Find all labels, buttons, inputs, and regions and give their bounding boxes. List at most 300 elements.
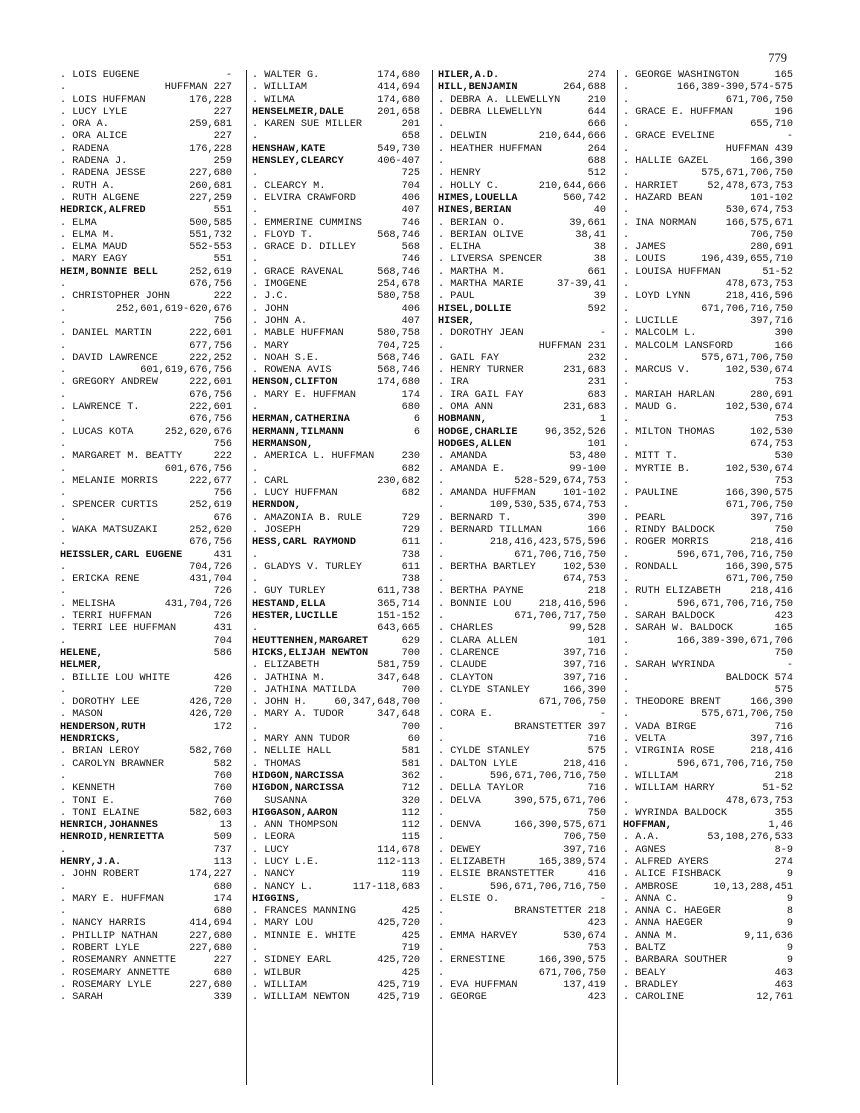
entry-name: .: [252, 131, 259, 143]
entry-pages: 680: [213, 881, 232, 893]
index-entry: [60, 377, 232, 389]
entry-pages: 704,725: [377, 340, 420, 352]
entry-name: . CAROLINE: [623, 992, 685, 1004]
entry-pages: 365,714: [377, 598, 420, 610]
entry-pages: 737: [213, 844, 232, 856]
index-entry: [60, 722, 232, 734]
entry-pages: 676,756: [189, 537, 232, 549]
index-entry: [60, 611, 232, 623]
entry-pages: 416: [587, 869, 606, 881]
entry-name: .: [438, 574, 445, 586]
entry-name: . AMANDA HUFFMAN: [438, 488, 536, 500]
entry-name: . JOHN: [252, 303, 289, 315]
entry-pages: 112-113: [377, 857, 420, 868]
entry-name: HIGGINS,: [252, 893, 301, 905]
entry-pages: 725: [401, 168, 420, 180]
entry-name: . RUTH ELIZABETH: [623, 586, 721, 598]
index-entry: [623, 808, 793, 820]
index-entry: [438, 291, 606, 303]
entry-name: . NELLIE HALL: [252, 746, 332, 758]
index-entry: [252, 377, 420, 389]
index-entry: [623, 193, 793, 205]
entry-pages: 51-52: [762, 783, 793, 795]
entry-pages: 9: [786, 869, 793, 881]
index-entry: [623, 279, 793, 291]
entry-pages: 568,746: [377, 365, 420, 377]
entry-pages: 347,648: [377, 672, 420, 684]
entry-pages: 682: [401, 488, 420, 500]
entry-name: HENROID,HENRIETTA: [60, 832, 164, 844]
index-entry: [252, 832, 420, 844]
index-entry: [623, 562, 793, 574]
index-entry: [60, 451, 232, 463]
entry-pages: 196,439,655,710: [701, 254, 793, 266]
entry-pages: 166,390,575,671: [514, 820, 606, 832]
entry-name: . ELIZABETH: [252, 660, 320, 672]
entry-pages: 596,671,706,716,750: [676, 758, 793, 770]
entry-pages: 38: [593, 254, 606, 266]
index-entry: [438, 832, 606, 844]
index-entry: [60, 537, 232, 549]
entry-pages: 509: [213, 832, 232, 844]
index-entry: [438, 648, 606, 660]
entry-pages: 677,756: [189, 340, 232, 352]
index-entry: [623, 550, 793, 562]
index-entry: [623, 574, 793, 586]
index-entry: [60, 95, 232, 107]
index-entry: [623, 341, 793, 353]
entry-pages: 712: [401, 783, 420, 795]
index-entry: [252, 722, 420, 734]
entry-name: .: [60, 389, 67, 401]
index-entry: [60, 414, 232, 426]
index-entry: [252, 451, 420, 463]
entry-pages: 682: [401, 463, 420, 475]
index-entry: [623, 611, 793, 623]
entry-name: . CLAYTON: [438, 672, 494, 684]
entry-name: .: [252, 463, 259, 475]
entry-pages: 568,746: [377, 229, 420, 241]
index-entry: [438, 673, 606, 685]
entry-name: . MYRTIE B.: [623, 463, 691, 475]
entry-name: . JOHN H.: [252, 697, 308, 709]
entry-pages: 551,732: [189, 229, 232, 241]
index-entry: [252, 131, 420, 143]
entry-name: . MARY E. HUFFMAN: [252, 389, 356, 401]
entry-name: . NANCY: [252, 869, 295, 881]
index-entry: [60, 574, 232, 586]
entry-pages: 425: [401, 906, 420, 918]
entry-name: .: [438, 943, 445, 955]
index-entry: [252, 857, 420, 869]
index-entry: [60, 882, 232, 894]
entry-name: . WILLIAM: [252, 82, 308, 94]
entry-pages: 423: [587, 918, 606, 930]
index-entry: [252, 205, 420, 217]
entry-name: . GEORGE WASHINGTON: [623, 70, 740, 81]
index-entry: [438, 144, 606, 156]
entry-pages: 530: [774, 451, 793, 463]
entry-name: .: [252, 205, 259, 217]
entry-name: . ORA A.: [60, 119, 109, 131]
entry-name: . RONDALL: [623, 561, 679, 573]
entry-pages: 37-39,41: [557, 279, 606, 291]
index-entry: [438, 353, 606, 365]
entry-name: . DELLA TAYLOR: [438, 783, 524, 795]
index-entry: [252, 685, 420, 697]
index-entry: [438, 168, 606, 180]
entry-name: . ALFRED AYERS: [623, 857, 709, 868]
entry-pages: 716: [587, 783, 606, 795]
index-entry: [438, 341, 606, 353]
index-entry: [252, 550, 420, 562]
index-entry: [252, 254, 420, 266]
entry-name: . AGNES: [623, 844, 666, 856]
entry-name: .: [438, 549, 445, 561]
entry-pages: 174,680: [377, 94, 420, 106]
entry-name: . CAROLYN BRAWNER: [60, 758, 164, 770]
entry-name: . BERIAN O.: [438, 217, 506, 229]
entry-name: . CHARLES: [438, 623, 494, 635]
entry-pages: 165: [774, 623, 793, 635]
entry-name: .: [438, 156, 445, 168]
index-entry: [252, 673, 420, 685]
index-entry: [60, 709, 232, 721]
entry-pages: 704,726: [189, 561, 232, 573]
entry-name: . MARY LOU: [252, 918, 314, 930]
entry-name: .: [438, 500, 445, 512]
entry-pages: 137,419: [563, 979, 606, 991]
entry-name: . CLAUDE: [438, 660, 487, 672]
entry-pages: 222,677: [189, 475, 232, 487]
entry-pages: 658: [401, 131, 420, 143]
entry-name: HERMAN,CATHERINA: [252, 414, 350, 426]
entry-name: . DOROTHY JEAN: [438, 328, 524, 340]
index-entry: [252, 464, 420, 476]
entry-name: .: [60, 340, 67, 352]
index-entry: [438, 771, 606, 783]
entry-name: . ANNA C.: [623, 893, 679, 905]
entry-name: . GUY TURLEY: [252, 586, 326, 598]
entry-pages: -: [599, 328, 606, 340]
entry-pages: 259: [213, 156, 232, 168]
entry-name: .: [60, 414, 67, 426]
index-entry: [252, 955, 420, 967]
entry-pages: 102,530,674: [725, 365, 793, 377]
entry-pages: 112: [401, 807, 420, 819]
index-entry: [623, 980, 793, 992]
entry-pages: 227,680: [189, 943, 232, 955]
index-entry: [60, 845, 232, 857]
entry-name: .: [438, 832, 445, 844]
index-entry: [252, 808, 420, 820]
index-entry: [438, 992, 606, 1004]
entry-name: . GEORGE: [438, 992, 487, 1004]
entry-pages: 166: [587, 524, 606, 536]
index-entry: [60, 955, 232, 967]
index-entry: [438, 857, 606, 869]
index-entry: [60, 82, 232, 94]
entry-name: HENDRICKS,: [60, 734, 122, 746]
entry-name: HODGE,CHARLIE: [438, 426, 518, 438]
entry-name: . LUCAS KOTA: [60, 426, 134, 438]
index-entry: [252, 980, 420, 992]
index-entry: [438, 439, 606, 451]
index-entry: [60, 230, 232, 242]
entry-name: . DANIEL MARTIN: [60, 328, 152, 340]
entry-name: . IMOGENE: [252, 279, 308, 291]
entry-pages: 671,706,716,750: [701, 303, 793, 315]
index-entry: [60, 131, 232, 143]
index-entry: [60, 168, 232, 180]
entry-pages: 582,760: [189, 746, 232, 758]
entry-name: . CLARA ALLEN: [438, 635, 518, 647]
entry-pages: 231,683: [563, 365, 606, 377]
entry-name: . GAIL FAY: [438, 352, 500, 364]
index-entry: [252, 316, 420, 328]
index-entry: [252, 70, 420, 82]
entry-name: . AMANDA E.: [438, 463, 506, 475]
entry-pages: 362: [401, 770, 420, 782]
entry-pages: 756: [213, 438, 232, 450]
entry-name: .: [623, 94, 630, 106]
index-entry: [252, 660, 420, 672]
entry-pages: 1: [599, 414, 606, 426]
index-entry: [252, 279, 420, 291]
entry-name: . PAUL: [438, 291, 475, 303]
index-entry: [438, 427, 606, 439]
page-number: 779: [768, 51, 787, 65]
entry-name: .: [623, 143, 630, 155]
entry-name: . ROSEMARY ANNETTE: [60, 967, 171, 979]
index-entry: [438, 845, 606, 857]
entry-pages: 9: [786, 893, 793, 905]
entry-name: .: [623, 475, 630, 487]
entry-pages: 9,11,636: [744, 930, 793, 942]
entry-pages: 174,680: [377, 377, 420, 389]
entry-pages: 102,530,674: [725, 463, 793, 475]
entry-pages: 611: [401, 537, 420, 549]
entry-pages: 176,228: [189, 94, 232, 106]
entry-name: . LUCY LYLE: [60, 106, 128, 118]
entry-pages: 115: [401, 832, 420, 844]
entry-pages: 528-529,674,753: [514, 475, 606, 487]
entry-name: .: [623, 635, 630, 647]
entry-name: . DAVID LAWRENCE: [60, 352, 158, 364]
entry-pages: 530,674: [563, 930, 606, 942]
index-entry: [623, 230, 793, 242]
index-entry: [60, 119, 232, 131]
entry-pages: 218,416: [750, 586, 793, 598]
entry-name: . FRANCES MANNING: [252, 906, 356, 918]
entry-name: .: [252, 549, 259, 561]
index-entry: [623, 673, 793, 685]
entry-pages: 201,658: [377, 106, 420, 118]
entry-name: . TERRI LEE HUFFMAN: [60, 623, 177, 635]
index-entry: [623, 377, 793, 389]
index-column-3: [432, 70, 606, 1085]
entry-pages: 174: [401, 389, 420, 401]
entry-pages: 575: [774, 684, 793, 696]
entry-pages: 746: [401, 254, 420, 266]
entry-name: . NANCY HARRIS: [60, 918, 146, 930]
index-column-1: [60, 70, 232, 1085]
index-entry: [438, 390, 606, 402]
index-entry: [623, 316, 793, 328]
index-entry: [252, 746, 420, 758]
entry-name: . AMERICA L. HUFFMAN: [252, 451, 375, 463]
entry-name: . WILBUR: [252, 967, 301, 979]
index-entry: [252, 168, 420, 180]
index-entry: [252, 931, 420, 943]
entry-pages: 109,530,535,674,753: [489, 500, 606, 512]
entry-pages: 339: [213, 992, 232, 1004]
entry-pages: 264,688: [563, 82, 606, 94]
entry-pages: 397,716: [563, 660, 606, 672]
entry-name: .: [438, 340, 445, 352]
index-entry: [623, 488, 793, 500]
entry-pages: 676: [213, 512, 232, 524]
entry-pages: 274: [587, 70, 606, 81]
entry-pages: 726: [213, 586, 232, 598]
entry-pages: 644: [587, 106, 606, 118]
index-entry: [623, 205, 793, 217]
entry-pages: 166,390,575: [725, 561, 793, 573]
entry-pages: 218: [774, 770, 793, 782]
entry-name: . BRIAN LEROY: [60, 746, 140, 758]
entry-name: . MARY EAGY: [60, 254, 128, 266]
entry-name: . ERNESTINE: [438, 955, 506, 967]
entry-name: .: [438, 697, 445, 709]
entry-pages: 390,575,671,706: [514, 795, 606, 807]
index-entry: [252, 402, 420, 414]
index-entry: [60, 599, 232, 611]
entry-pages: -: [599, 893, 606, 905]
entry-name: . ALICE FISHBACK: [623, 869, 721, 881]
entry-name: HISEL,DOLLIE: [438, 303, 512, 315]
entry-name: . CARL: [252, 475, 289, 487]
entry-name: HEISSLER,CARL EUGENE: [60, 549, 183, 561]
entry-pages: 760: [213, 783, 232, 795]
index-entry: [438, 808, 606, 820]
entry-pages: 99-100: [569, 463, 606, 475]
index-entry: [60, 70, 232, 82]
entry-pages: 423: [587, 992, 606, 1004]
entry-name: . MARY E. HUFFMAN: [60, 893, 164, 905]
entry-pages: 231,683: [563, 402, 606, 414]
index-entry: [60, 636, 232, 648]
index-entry: [60, 820, 232, 832]
entry-name: . LIVERSA SPENCER: [438, 254, 542, 266]
entry-name: . NANCY L.: [252, 881, 314, 893]
index-entry: [252, 636, 420, 648]
index-entry: [60, 931, 232, 943]
entry-pages: 580,758: [377, 291, 420, 303]
entry-name: . VELTA: [623, 734, 666, 746]
index-entry: [623, 955, 793, 967]
entry-pages: 406: [401, 192, 420, 204]
index-entry: [438, 685, 606, 697]
entry-name: .: [623, 598, 630, 610]
entry-pages: 756: [213, 315, 232, 327]
index-entry: [60, 771, 232, 783]
entry-pages: 704: [401, 180, 420, 192]
entry-name: . GRACE E. HUFFMAN: [623, 106, 734, 118]
entry-name: HENSHAW,KATE: [252, 143, 326, 155]
entry-name: .: [438, 537, 445, 549]
index-entry: [623, 599, 793, 611]
index-entry: [252, 341, 420, 353]
entry-name: . DALTON LYLE: [438, 758, 518, 770]
entry-pages: 760: [213, 770, 232, 782]
index-entry: [623, 746, 793, 758]
entry-name: . DEBRA LLEWELLYN: [438, 106, 542, 118]
entry-name: .: [623, 672, 630, 684]
entry-pages: 719: [401, 943, 420, 955]
entry-pages: 750: [774, 524, 793, 536]
entry-pages: 478,673,753: [725, 795, 793, 807]
entry-pages: 643,665: [377, 623, 420, 635]
entry-name: HINES,BERIAN: [438, 205, 512, 217]
entry-name: .: [60, 438, 67, 450]
entry-name: .: [60, 82, 67, 94]
entry-pages: 674,753: [563, 574, 606, 586]
index-entry: [60, 906, 232, 918]
index-entry: [623, 734, 793, 746]
index-entry: [60, 464, 232, 476]
entry-name: .: [438, 734, 445, 746]
entry-pages: 355: [774, 807, 793, 819]
index-entry: [252, 599, 420, 611]
index-entry: [623, 365, 793, 377]
entry-name: . MELANIE MORRIS: [60, 475, 158, 487]
entry-pages: 259,681: [189, 119, 232, 131]
index-entry: [60, 673, 232, 685]
entry-name: . LOUISA HUFFMAN: [623, 266, 721, 278]
index-entry: [252, 783, 420, 795]
index-entry: [438, 513, 606, 525]
entry-pages: 560,742: [563, 192, 606, 204]
entry-name: .: [252, 943, 259, 955]
entry-pages: 720: [213, 684, 232, 696]
index-entry: [623, 353, 793, 365]
index-entry: [252, 107, 420, 119]
entry-name: . CHRISTOPHER JOHN: [60, 291, 171, 303]
entry-name: . ANNA HAEGER: [623, 918, 703, 930]
entry-name: . ROSEMARY LYLE: [60, 979, 152, 991]
entry-pages: 114,678: [377, 844, 420, 856]
entry-pages: HUFFMAN 227: [164, 82, 232, 94]
index-entry: [252, 218, 420, 230]
index-entry: [623, 586, 793, 598]
entry-name: . MARTHA MARIE: [438, 279, 524, 291]
index-entry: [252, 918, 420, 930]
entry-name: . THOMAS: [252, 758, 301, 770]
entry-name: . LEORA: [252, 832, 295, 844]
entry-name: . LOUIS: [623, 254, 666, 266]
index-entry: [252, 697, 420, 709]
index-entry: [623, 119, 793, 131]
entry-pages: HUFFMAN 231: [538, 340, 606, 352]
index-entry: [60, 586, 232, 598]
index-entry: [438, 525, 606, 537]
entry-pages: 426,720: [189, 697, 232, 709]
index-entry: [623, 304, 793, 316]
entry-pages: 176,228: [189, 143, 232, 155]
index-entry: [252, 574, 420, 586]
entry-name: .: [60, 512, 67, 524]
entry-pages: 252,620: [189, 524, 232, 536]
